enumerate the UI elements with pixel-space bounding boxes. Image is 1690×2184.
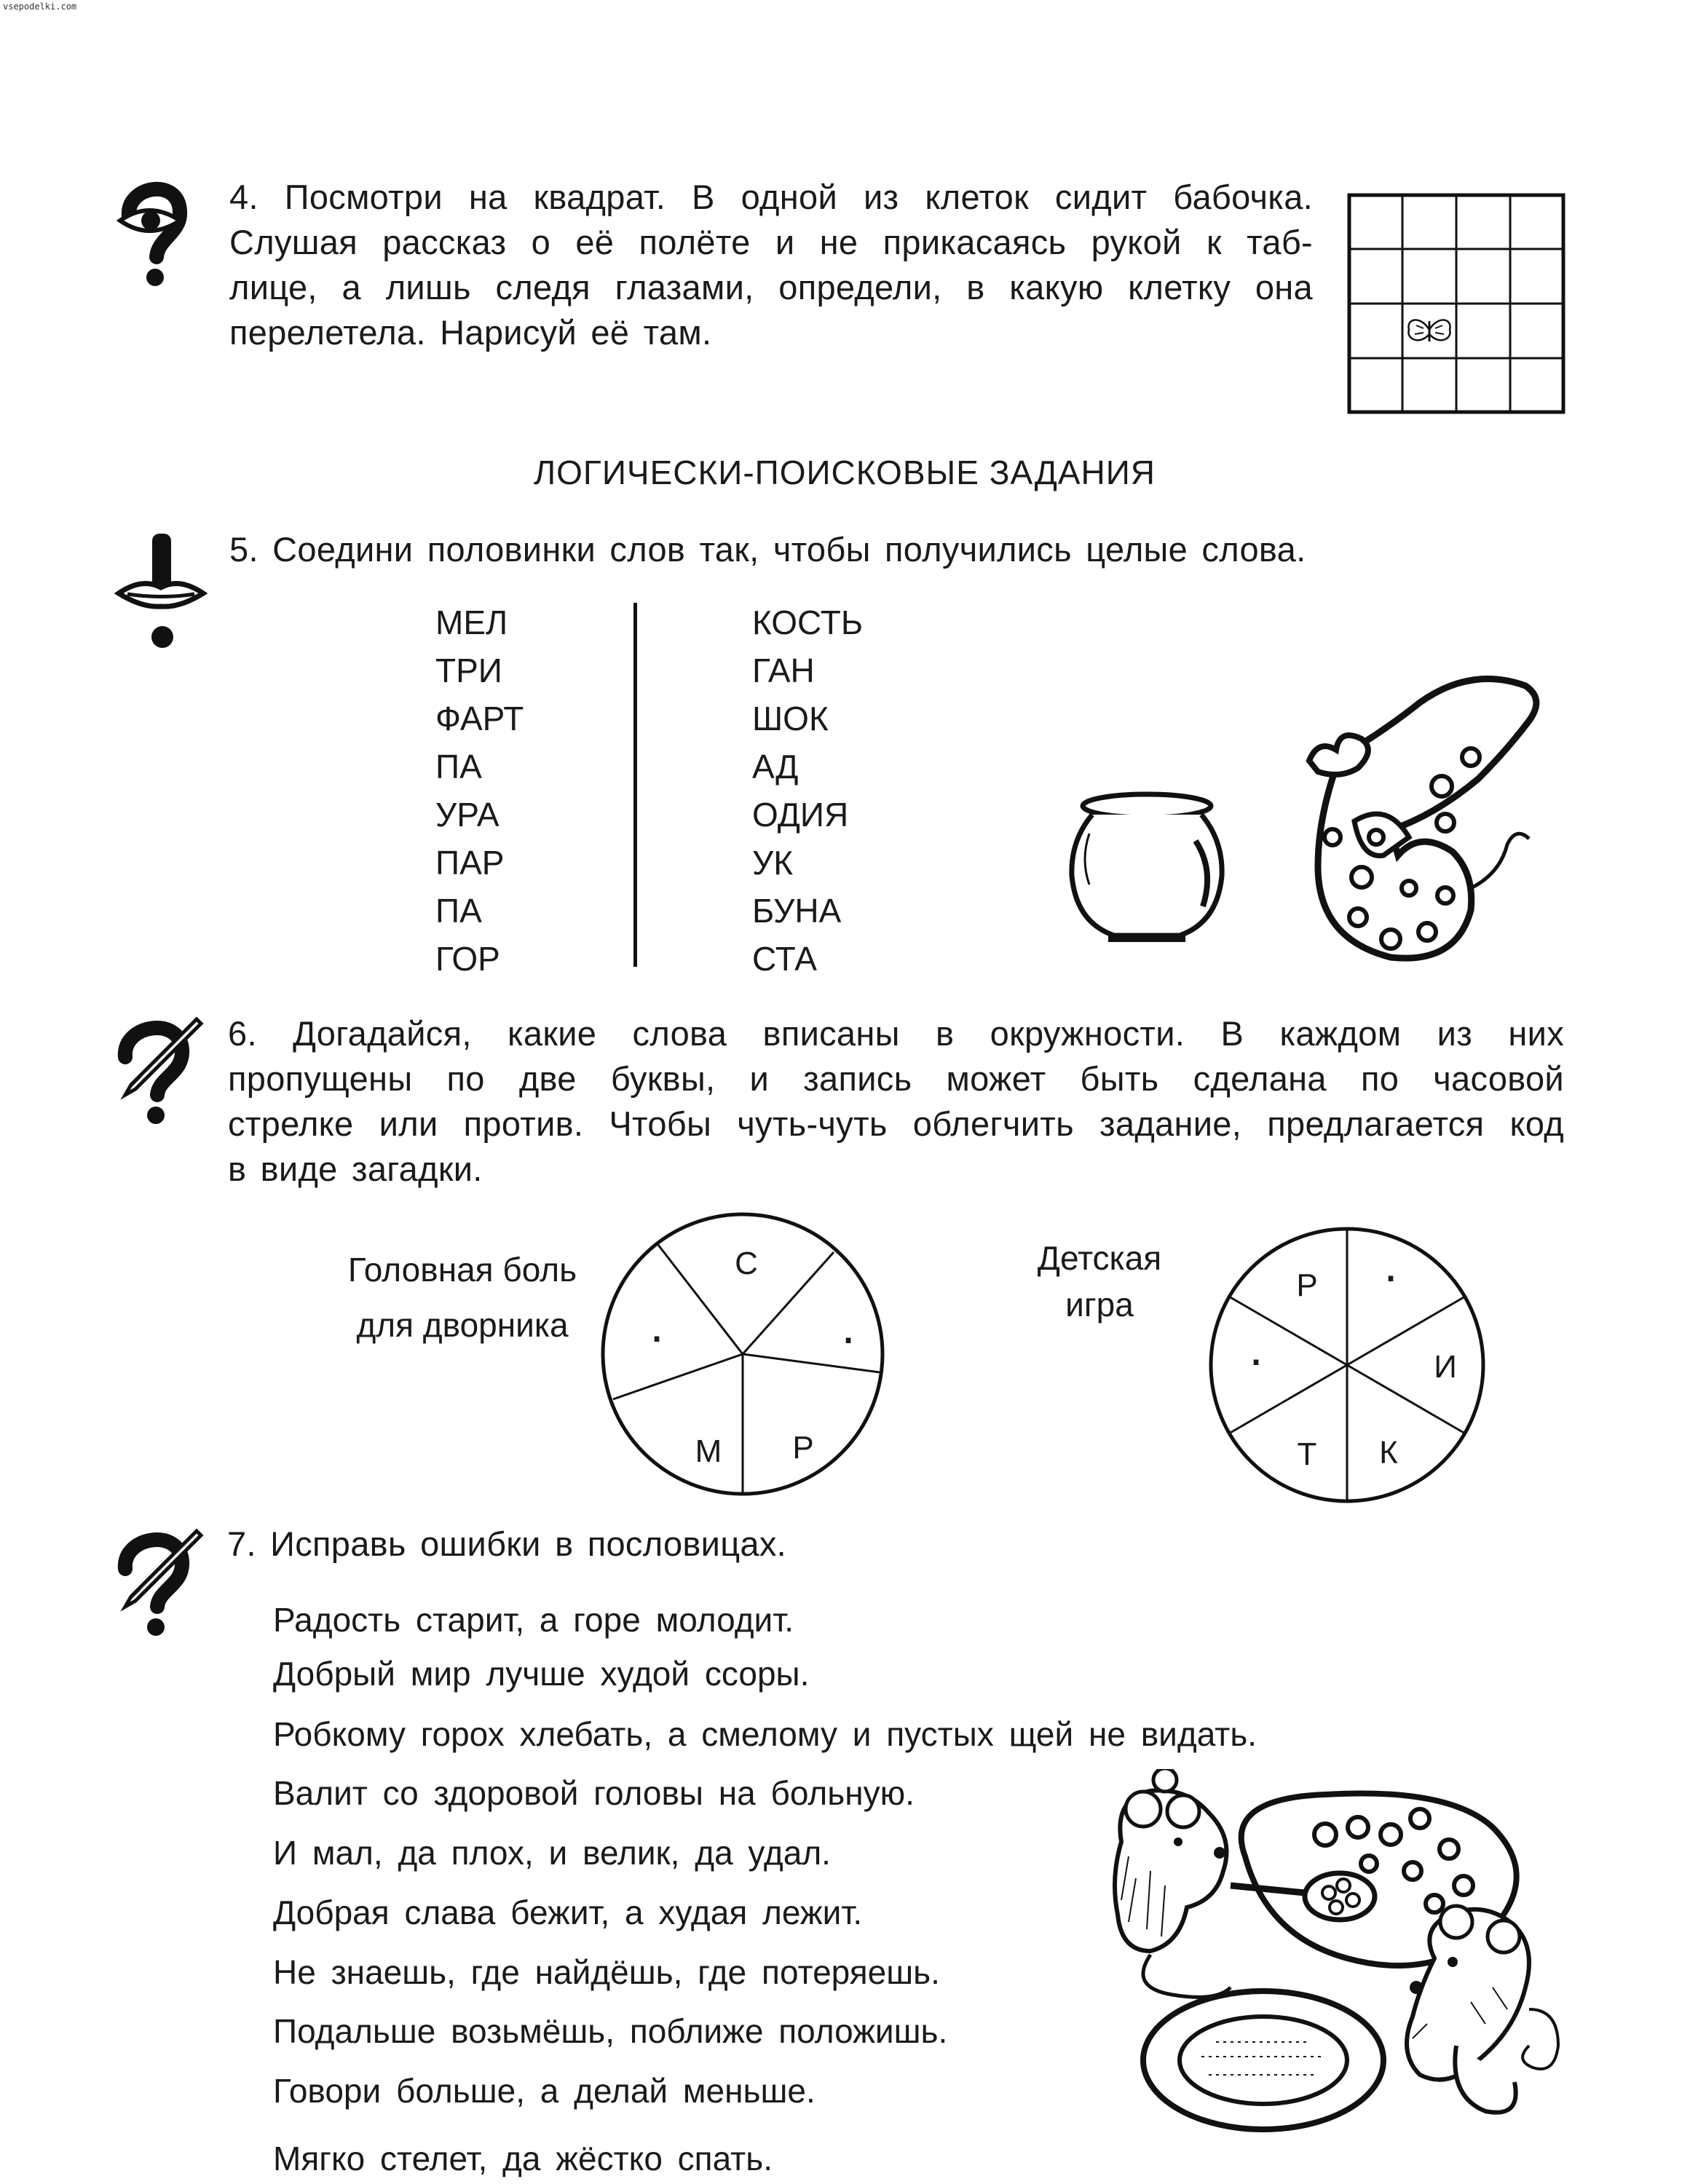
- task7-title: [227, 1522, 786, 1567]
- circle2-sector-letter: ·: [1382, 1246, 1399, 1303]
- circle1-riddle: [317, 1242, 608, 1353]
- circle2-sector-letter: Т: [1297, 1436, 1317, 1472]
- mitten-illustration: [1289, 670, 1555, 968]
- word-half[interactable]: ГАН: [752, 652, 815, 689]
- circle2-sector-letter: Р: [1296, 1267, 1318, 1303]
- eye-question-icon: [113, 171, 189, 288]
- column-divider: [633, 603, 637, 967]
- circle1-sector-letter: ·: [840, 1308, 857, 1365]
- word-half[interactable]: ШОК: [752, 700, 829, 737]
- word-half[interactable]: БУНА: [752, 892, 842, 930]
- task6-line: стрелке или против. Чтобы чуть-чуть облегчить задание, предлагается код: [228, 1104, 1564, 1143]
- butterfly-grid[interactable]: [1347, 193, 1565, 415]
- circle2-sector-letter: И: [1434, 1349, 1457, 1385]
- circle1-sector-letter: ·: [648, 1307, 666, 1364]
- proverb[interactable]: Добрый мир лучше худой ссоры.: [273, 1655, 810, 1693]
- section-heading: ЛОГИЧЕСКИ-ПОИСКОВЫЕ ЗАДАНИЯ: [533, 454, 1156, 491]
- site-watermark: vsepodelki.com: [3, 1, 77, 12]
- word-half[interactable]: ПАР: [435, 844, 505, 882]
- word-half[interactable]: ТРИ: [435, 652, 502, 689]
- task4-text: [229, 175, 1313, 355]
- word-half[interactable]: ПА: [435, 748, 482, 786]
- proverb[interactable]: Подальше возьмёшь, поближе положишь.: [273, 2012, 948, 2050]
- riddle-line: Детская: [1037, 1239, 1162, 1277]
- task4-line: Слушая рассказ о её полёте и не прикасаясь рукой к таб-: [229, 223, 1313, 261]
- task4-line: 4. Посмотри на квадрат. В одной из клеток сидит бабочка.: [229, 178, 1313, 216]
- word-halves-right-column: [752, 603, 863, 987]
- word-half[interactable]: АД: [752, 748, 799, 786]
- task7-instruction: 7. Исправь ошибки в пословицах.: [227, 1524, 787, 1563]
- circle1-sector-letter: С: [735, 1246, 758, 1281]
- circle2-sector-letter: ·: [1247, 1330, 1265, 1387]
- word-half[interactable]: ФАРТ: [435, 700, 524, 737]
- task6-text: [228, 1011, 1564, 1192]
- word-half[interactable]: ОДИЯ: [752, 796, 849, 834]
- circle1-sector-letter: Р: [792, 1430, 814, 1465]
- proverb[interactable]: И мал, да плох, и велик, да удал.: [273, 1834, 831, 1872]
- circle2-puzzle[interactable]: [1205, 1223, 1489, 1507]
- proverb[interactable]: Валит со здоровой головы на больную.: [273, 1774, 915, 1812]
- riddle-line: для дворника: [356, 1306, 569, 1344]
- riddle-line: Головная боль: [347, 1251, 577, 1289]
- circle2-sector-letter: К: [1379, 1435, 1398, 1471]
- circle1-sector-letter: М: [695, 1433, 722, 1469]
- word-halves-left-column: [435, 603, 524, 987]
- word-half[interactable]: СТА: [752, 940, 817, 978]
- word-half[interactable]: ПА: [435, 892, 482, 930]
- proverb[interactable]: Робкому горох хлебать, а смелому и пустых щей не видать.: [273, 1715, 1257, 1753]
- proverb[interactable]: Радость старит, а горе молодит.: [273, 1601, 794, 1639]
- pot-illustration: [1063, 790, 1231, 946]
- riddle-line: игра: [1065, 1286, 1134, 1324]
- proverb[interactable]: Добрая слава бежит, а худая лежит.: [273, 1894, 863, 1931]
- task5-instruction: 5. Соедини половинки слов так, чтобы получились целые слова.: [229, 530, 1306, 569]
- task6-line: 6. Догадайся, какие слова вписаны в окружности. В каждом из них: [228, 1014, 1564, 1053]
- proverb[interactable]: Не знаешь, где найдёшь, где потеряешь.: [273, 1953, 940, 1991]
- task4-line: перелетела. Нарисуй её там.: [229, 313, 712, 352]
- word-half[interactable]: УРА: [435, 796, 500, 834]
- pen-question-icon: [111, 1525, 205, 1638]
- circle1-puzzle[interactable]: [597, 1208, 888, 1500]
- task6-line: в виде загадки.: [228, 1150, 483, 1188]
- mice-eating-illustration: [1107, 1769, 1565, 2162]
- proverb[interactable]: Мягко стелет, да жёстко спать.: [273, 2140, 773, 2177]
- word-half[interactable]: ГОР: [435, 940, 500, 978]
- exclamation-lips-icon: [113, 528, 208, 652]
- task6-line: пропущены по две буквы, и запись может быть сделана по часовой: [228, 1059, 1564, 1098]
- circle2-riddle: [1012, 1235, 1187, 1328]
- word-half[interactable]: УК: [752, 844, 794, 882]
- word-half[interactable]: КОСТЬ: [752, 604, 864, 641]
- task4-line: лице, а лишь следя глазами, определи, в какую клетку она: [229, 268, 1313, 306]
- butterfly-icon: [1408, 320, 1450, 341]
- word-half[interactable]: МЕЛ: [435, 604, 508, 641]
- pen-question-icon: [111, 1013, 205, 1126]
- proverb[interactable]: Говори больше, а делай меньше.: [273, 2072, 816, 2110]
- task5-text: [229, 527, 1306, 572]
